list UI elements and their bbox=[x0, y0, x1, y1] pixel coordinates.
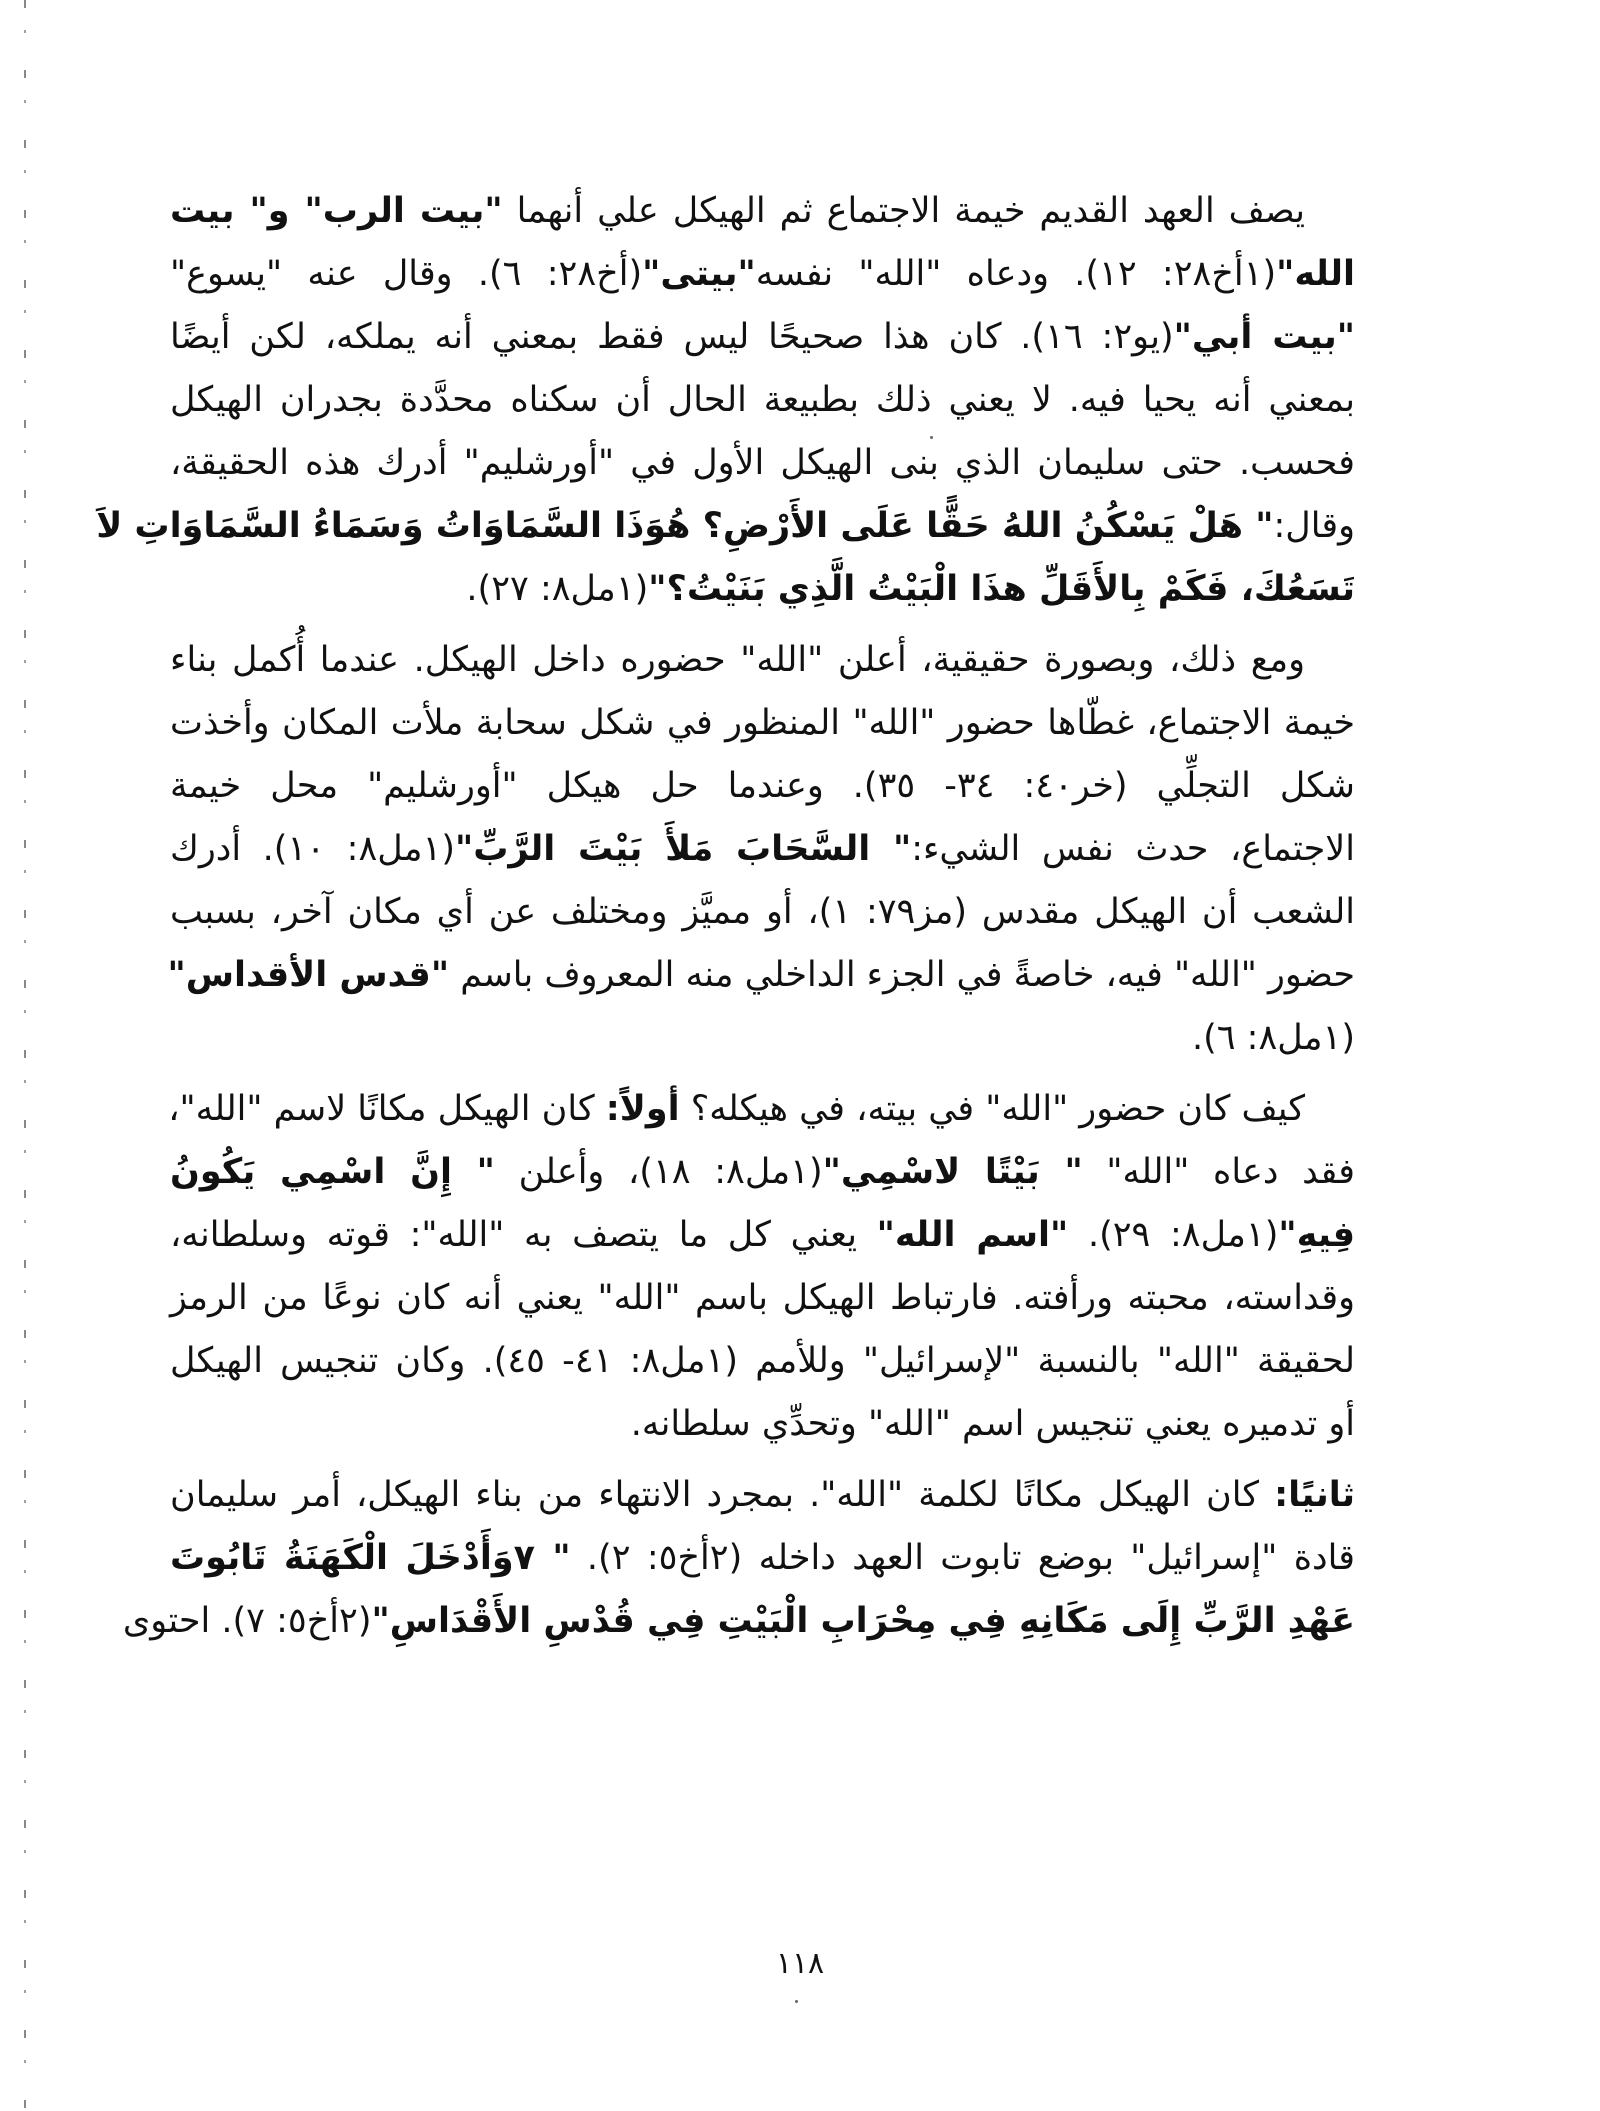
text-line bbox=[170, 1267, 1355, 1330]
text-segment: وقداسته، محبته ورأفته. فارتباط الهيكل باسم "الله" يعني أنه كان نوعًا من الرمز bbox=[170, 1278, 1355, 1318]
text-line bbox=[170, 1393, 1355, 1456]
scan-edge-artifact bbox=[24, 0, 26, 2111]
bold-quote-segment: "اسم الله" bbox=[876, 1215, 1069, 1255]
text-segment: فقد دعاه "الله" bbox=[1082, 1152, 1355, 1192]
text-line bbox=[170, 1204, 1355, 1267]
text-segment: لحقيقة "الله" بالنسبة "لإسرائيل" وللأمم (١مل٨: ٤١- ٤٥). وكان تنجيس الهيكل bbox=[170, 1341, 1356, 1381]
bold-quote-segment: الله" bbox=[1276, 254, 1355, 294]
text-segment: (٢أخ٥: ٧). احتوى bbox=[122, 1601, 372, 1641]
text-segment: (١أخ٢٨: ١٢). ودعاه "الله" نفسه bbox=[755, 254, 1277, 294]
text-line bbox=[170, 558, 1355, 621]
text-segment: الاجتماع، حدث نفس الشيء: bbox=[911, 829, 1355, 869]
text-line bbox=[170, 369, 1355, 432]
scan-speck bbox=[930, 436, 933, 439]
scan-speck bbox=[795, 2000, 798, 2003]
bold-quote-segment: ثانيًا: bbox=[1274, 1475, 1355, 1515]
text-line bbox=[96, 495, 1355, 558]
text-line bbox=[170, 432, 1355, 495]
text-segment: يعني كل ما يتصف به "الله": قوته وسلطانه، bbox=[170, 1215, 877, 1255]
text-line bbox=[170, 692, 1355, 755]
text-segment: كيف كان حضور "الله" في بيته، في هيكله؟ bbox=[679, 1089, 1305, 1129]
paragraph bbox=[96, 180, 1356, 621]
page-number: ١١٨ bbox=[775, 1946, 825, 1981]
text-segment: (١مل٨: ٢٩). bbox=[1068, 1215, 1279, 1255]
text-segment: شكل التجلِّي (خر٤٠: ٣٤- ٣٥). وعندما حل هيكل "أورشليم" محل خيمة bbox=[170, 766, 1355, 806]
bold-quote-segment: فِيهِ" bbox=[1278, 1215, 1356, 1255]
text-segment: (أخ٢٨: ٦). وقال عنه "يسوع" bbox=[170, 254, 643, 294]
text-segment: يصف العهد القديم خيمة الاجتماع ثم الهيكل علي أنهما bbox=[502, 191, 1305, 231]
document-page bbox=[96, 180, 1356, 1661]
text-line bbox=[122, 1590, 1355, 1653]
text-segment: حضور "الله" فيه، خاصةً في الجزء الداخلي منه المعروف باسم bbox=[449, 955, 1355, 995]
bold-quote-segment: " إِنَّ اسْمِي يَكُونُ bbox=[170, 1152, 495, 1192]
text-line bbox=[170, 1007, 1355, 1070]
bold-quote-segment: " ٧وَأَدْخَلَ الْكَهَنَةُ تَابُوتَ bbox=[170, 1538, 571, 1578]
text-line bbox=[170, 881, 1355, 944]
text-segment: (١مل٨: ٦). bbox=[1191, 1018, 1355, 1058]
text-segment: (١مل٨: ١٨)، وأعلن bbox=[494, 1152, 823, 1192]
paragraph bbox=[170, 1078, 1355, 1456]
text-segment: كان الهيكل مكانًا لكلمة "الله". بمجرد الانتهاء من بناء الهيكل، أمر سليمان bbox=[170, 1475, 1275, 1515]
text-segment: الشعب أن الهيكل مقدس (مز٧٩: ١)، أو مميَّز ومختلف عن أي مكان آخر، بسبب bbox=[170, 892, 1355, 932]
text-line bbox=[170, 1330, 1355, 1393]
text-line bbox=[170, 1078, 1355, 1141]
text-segment: كان الهيكل مكانًا لاسم "الله"، bbox=[168, 1089, 606, 1129]
text-line bbox=[170, 1527, 1355, 1590]
bold-quote-segment: " السَّحَابَ مَلأَ بَيْتَ الرَّبِّ" bbox=[454, 829, 912, 869]
bold-quote-segment: "قدس الأقداس" bbox=[167, 955, 450, 995]
text-line bbox=[170, 243, 1355, 306]
text-line bbox=[167, 944, 1355, 1007]
text-line bbox=[170, 629, 1355, 692]
text-line bbox=[170, 1141, 1355, 1204]
bold-quote-segment: " هَلْ يَسْكُنُ اللهُ حَقًّا عَلَى الأَرْضِ؟ هُوَذَا السَّمَاوَاتُ وَسَمَاءُ السَّمَاوَاتِ لاَ bbox=[96, 506, 1274, 546]
text-line bbox=[170, 818, 1355, 881]
text-line bbox=[170, 1464, 1355, 1527]
text-segment: (١مل٨: ١٠). أدرك bbox=[170, 829, 455, 869]
text-segment: بمعني أنه يحيا فيه. لا يعني ذلك بطبيعة الحال أن سكناه محدَّدة بجدران الهيكل bbox=[170, 380, 1355, 420]
text-line bbox=[170, 180, 1355, 243]
bold-quote-segment: "بيت أبي" bbox=[1173, 317, 1356, 357]
text-segment: ومع ذلك، وبصورة حقيقية، أعلن "الله" حضوره داخل الهيكل. عندما أُكمل بناء bbox=[170, 640, 1305, 680]
bold-quote-segment: " بَيْتًا لاسْمِي" bbox=[822, 1152, 1083, 1192]
paragraph bbox=[167, 629, 1355, 1070]
bold-quote-segment: تَسَعُكَ، فَكَمْ بِالأَقَلِّ هذَا الْبَيْتُ الَّذِي بَنَيْتُ؟" bbox=[648, 569, 1355, 609]
text-line bbox=[170, 755, 1355, 818]
bold-quote-segment: "بيت الرب" و" بيت bbox=[170, 191, 503, 231]
paragraph bbox=[122, 1464, 1356, 1653]
text-line bbox=[170, 306, 1355, 369]
text-segment: فحسب. حتى سليمان الذي بنى الهيكل الأول في "أورشليم" أدرك هذه الحقيقة، bbox=[170, 443, 1355, 483]
bold-quote-segment: عَهْدِ الرَّبِّ إِلَى مَكَانِهِ فِي مِحْرَابِ الْبَيْتِ فِي قُدْسِ الأَقْدَاسِ" bbox=[371, 1601, 1355, 1641]
text-segment: (١مل٨: ٢٧). bbox=[466, 569, 649, 609]
bold-quote-segment: أولاً: bbox=[605, 1089, 680, 1129]
text-segment: خيمة الاجتماع، غطّاها حضور "الله" المنظور في شكل سحابة ملأت المكان وأخذت bbox=[170, 703, 1355, 743]
text-segment: أو تدميره يعني تنجيس اسم "الله" وتحدِّي سلطانه. bbox=[630, 1404, 1355, 1444]
text-segment: وقال: bbox=[1273, 506, 1355, 546]
text-segment: قادة "إسرائيل" بوضع تابوت العهد داخله (٢أخ٥: ٢). bbox=[570, 1538, 1356, 1578]
text-segment: (يو٢: ١٦). كان هذا صحيحًا ليس فقط بمعني أنه يملكه، لكن أيضًا bbox=[170, 317, 1174, 357]
bold-quote-segment: "بيتى" bbox=[642, 254, 756, 294]
